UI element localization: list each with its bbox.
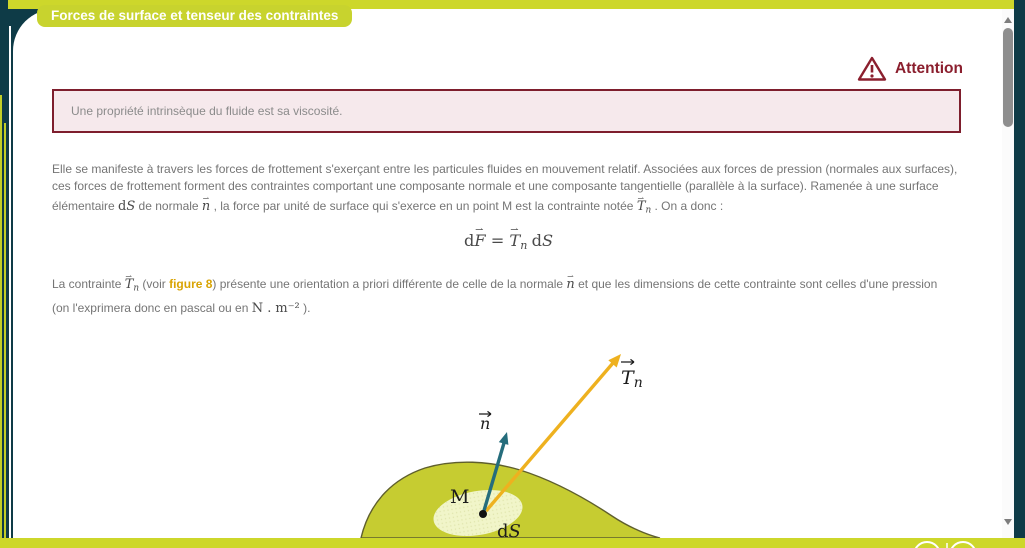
normal-arrowhead [499, 432, 509, 445]
T-vector-hat-arrow [621, 359, 634, 364]
paragraph-line: La contrainte T $⇀_n$ (voir figure 8) présente une orientation a priori différente de celle de la normale n ⇀ et que les dimensions de cette contrainte sont celles d'une pression [52, 277, 967, 293]
attention-label: Attention [894, 59, 963, 77]
vertical-scrollbar[interactable] [1002, 9, 1014, 538]
figure-surface-stress-diagram [330, 338, 770, 538]
attention-callout-box [52, 89, 961, 133]
attention-block [857, 55, 963, 82]
scroll-down-arrow[interactable] [1004, 519, 1012, 525]
bottom-accent-band [0, 538, 1025, 548]
label-M: M [450, 486, 470, 508]
left-frame-gap [9, 26, 11, 538]
callout-text: Une propriété intrinsèque du fluide est sa viscosité. [71, 104, 343, 118]
left-frame-line-inner [4, 123, 6, 538]
nav-button-partial[interactable] [950, 542, 976, 548]
label-T-vector: Tn [621, 367, 643, 391]
label-dS: dS [497, 521, 521, 538]
warning-triangle-icon [857, 55, 887, 82]
nav-button-partial[interactable] [914, 542, 940, 548]
left-frame-line-outer [0, 95, 2, 538]
page-title-tab: Forces de surface et tenseur des contraintes [37, 5, 352, 27]
paragraph-line: Elle se manifeste à travers les forces de frottement s'exerçant entre les particules fluides en mouvement relatif. Associées aux forces de pression (normales aux surfaces), [52, 162, 958, 176]
scroll-up-arrow[interactable] [1004, 17, 1012, 23]
figure-8-link[interactable]: figure 8 [169, 277, 213, 291]
paragraph-line: élémentaire dS de normale n ⇀ , la force par unité de surface qui s'exerce en un point M est la contrainte notée T $⇀_n$ . On a donc : [52, 199, 967, 215]
stress-formula: dF ⇀ = T $⇀_n$ dS [52, 231, 965, 252]
scroll-thumb[interactable] [1003, 28, 1013, 127]
bottom-nav-partial [0, 538, 1025, 548]
label-n-vector: n [480, 414, 491, 433]
point-M-dot [479, 510, 487, 518]
paragraph-line: ces forces de frottement forment des contraintes comportant une composante normale et une composante tangentielle (parallèle à la surface). Ramenée à une surface [52, 179, 939, 193]
paragraph-line: (on l'exprimera donc en pascal ou en N . m⁻² ). [52, 301, 311, 316]
